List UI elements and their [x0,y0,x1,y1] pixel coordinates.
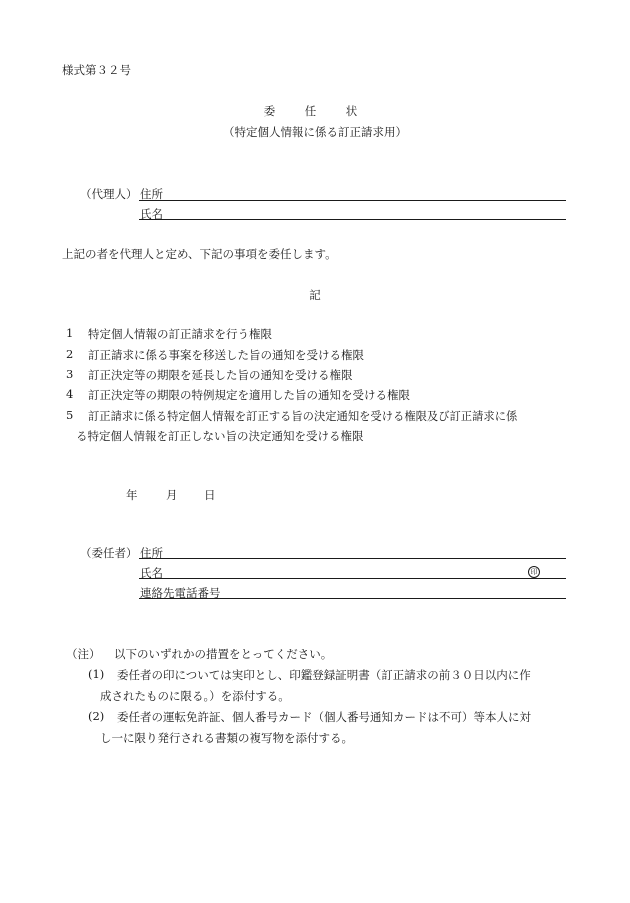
note-item-text-continuation: し一に限り発行される書類の複写物を添付する。 [100,731,353,745]
note-item-number: (1) [88,667,105,681]
note-item-text: 委任者の印については実印とし、印鑑登録証明書（訂正請求の前３０日以内に作 [117,668,531,682]
note-label: （注） [66,647,101,661]
date-day: 日 [204,488,216,502]
principal-phone-line[interactable] [139,598,566,599]
ki-heading: 記 [309,288,321,302]
item-text: 特定個人情報の訂正請求を行う権限 [88,327,272,341]
item-number: 3 [66,367,74,381]
date-year: 年 [126,488,138,502]
item-text: 訂正決定等の期限を延長した旨の通知を受ける権限 [88,368,353,382]
principal-name-label: 氏名 [140,566,163,580]
form-number: 様式第３２号 [62,63,131,77]
agent-name-label: 氏名 [140,207,163,221]
document-title: 委 任 状 [263,104,367,118]
seal-mark: 印 [528,566,540,578]
agent-address-label: 住所 [140,187,163,201]
item-text: 訂正請求に係る特定個人情報を訂正する旨の決定通知を受ける権限及び訂正請求に係 [88,410,518,423]
item-text: 訂正決定等の期限の特例規定を適用した旨の通知を受ける権限 [88,388,410,402]
principal-role-label: （委任者） [80,546,138,560]
note-item-text-continuation: 成されたものに限る。）を添付する。 [100,689,290,703]
principal-address-label: 住所 [140,546,163,560]
agent-name-line[interactable] [139,219,566,220]
date-month: 月 [166,488,178,502]
item-number: 5 [66,408,74,422]
principal-name-line[interactable] [139,578,566,579]
item-number: 1 [66,326,74,340]
agent-role-label: （代理人） [80,187,138,201]
note-text: 以下のいずれかの措置をとってください。 [114,647,333,661]
item-text-continuation: る特定個人情報を訂正しない旨の決定通知を受ける権限 [76,429,364,443]
intro-text: 上記の者を代理人と定め、下記の事項を委任します。 [62,247,337,261]
agent-address-line[interactable] [139,200,566,201]
principal-address-line[interactable] [139,558,566,559]
item-text: 訂正請求に係る事案を移送した旨の通知を受ける権限 [88,348,364,362]
item-number: 4 [66,387,74,401]
note-item-number: (2) [88,709,105,723]
note-item-text: 委任者の運転免許証、個人番号カード（個人番号通知カードは不可）等本人に対 [117,710,531,724]
item-number: 2 [66,347,74,361]
document-subtitle: （特定個人情報に係る訂正請求用） [223,125,407,139]
principal-phone-label: 連絡先電話番号 [140,586,221,600]
